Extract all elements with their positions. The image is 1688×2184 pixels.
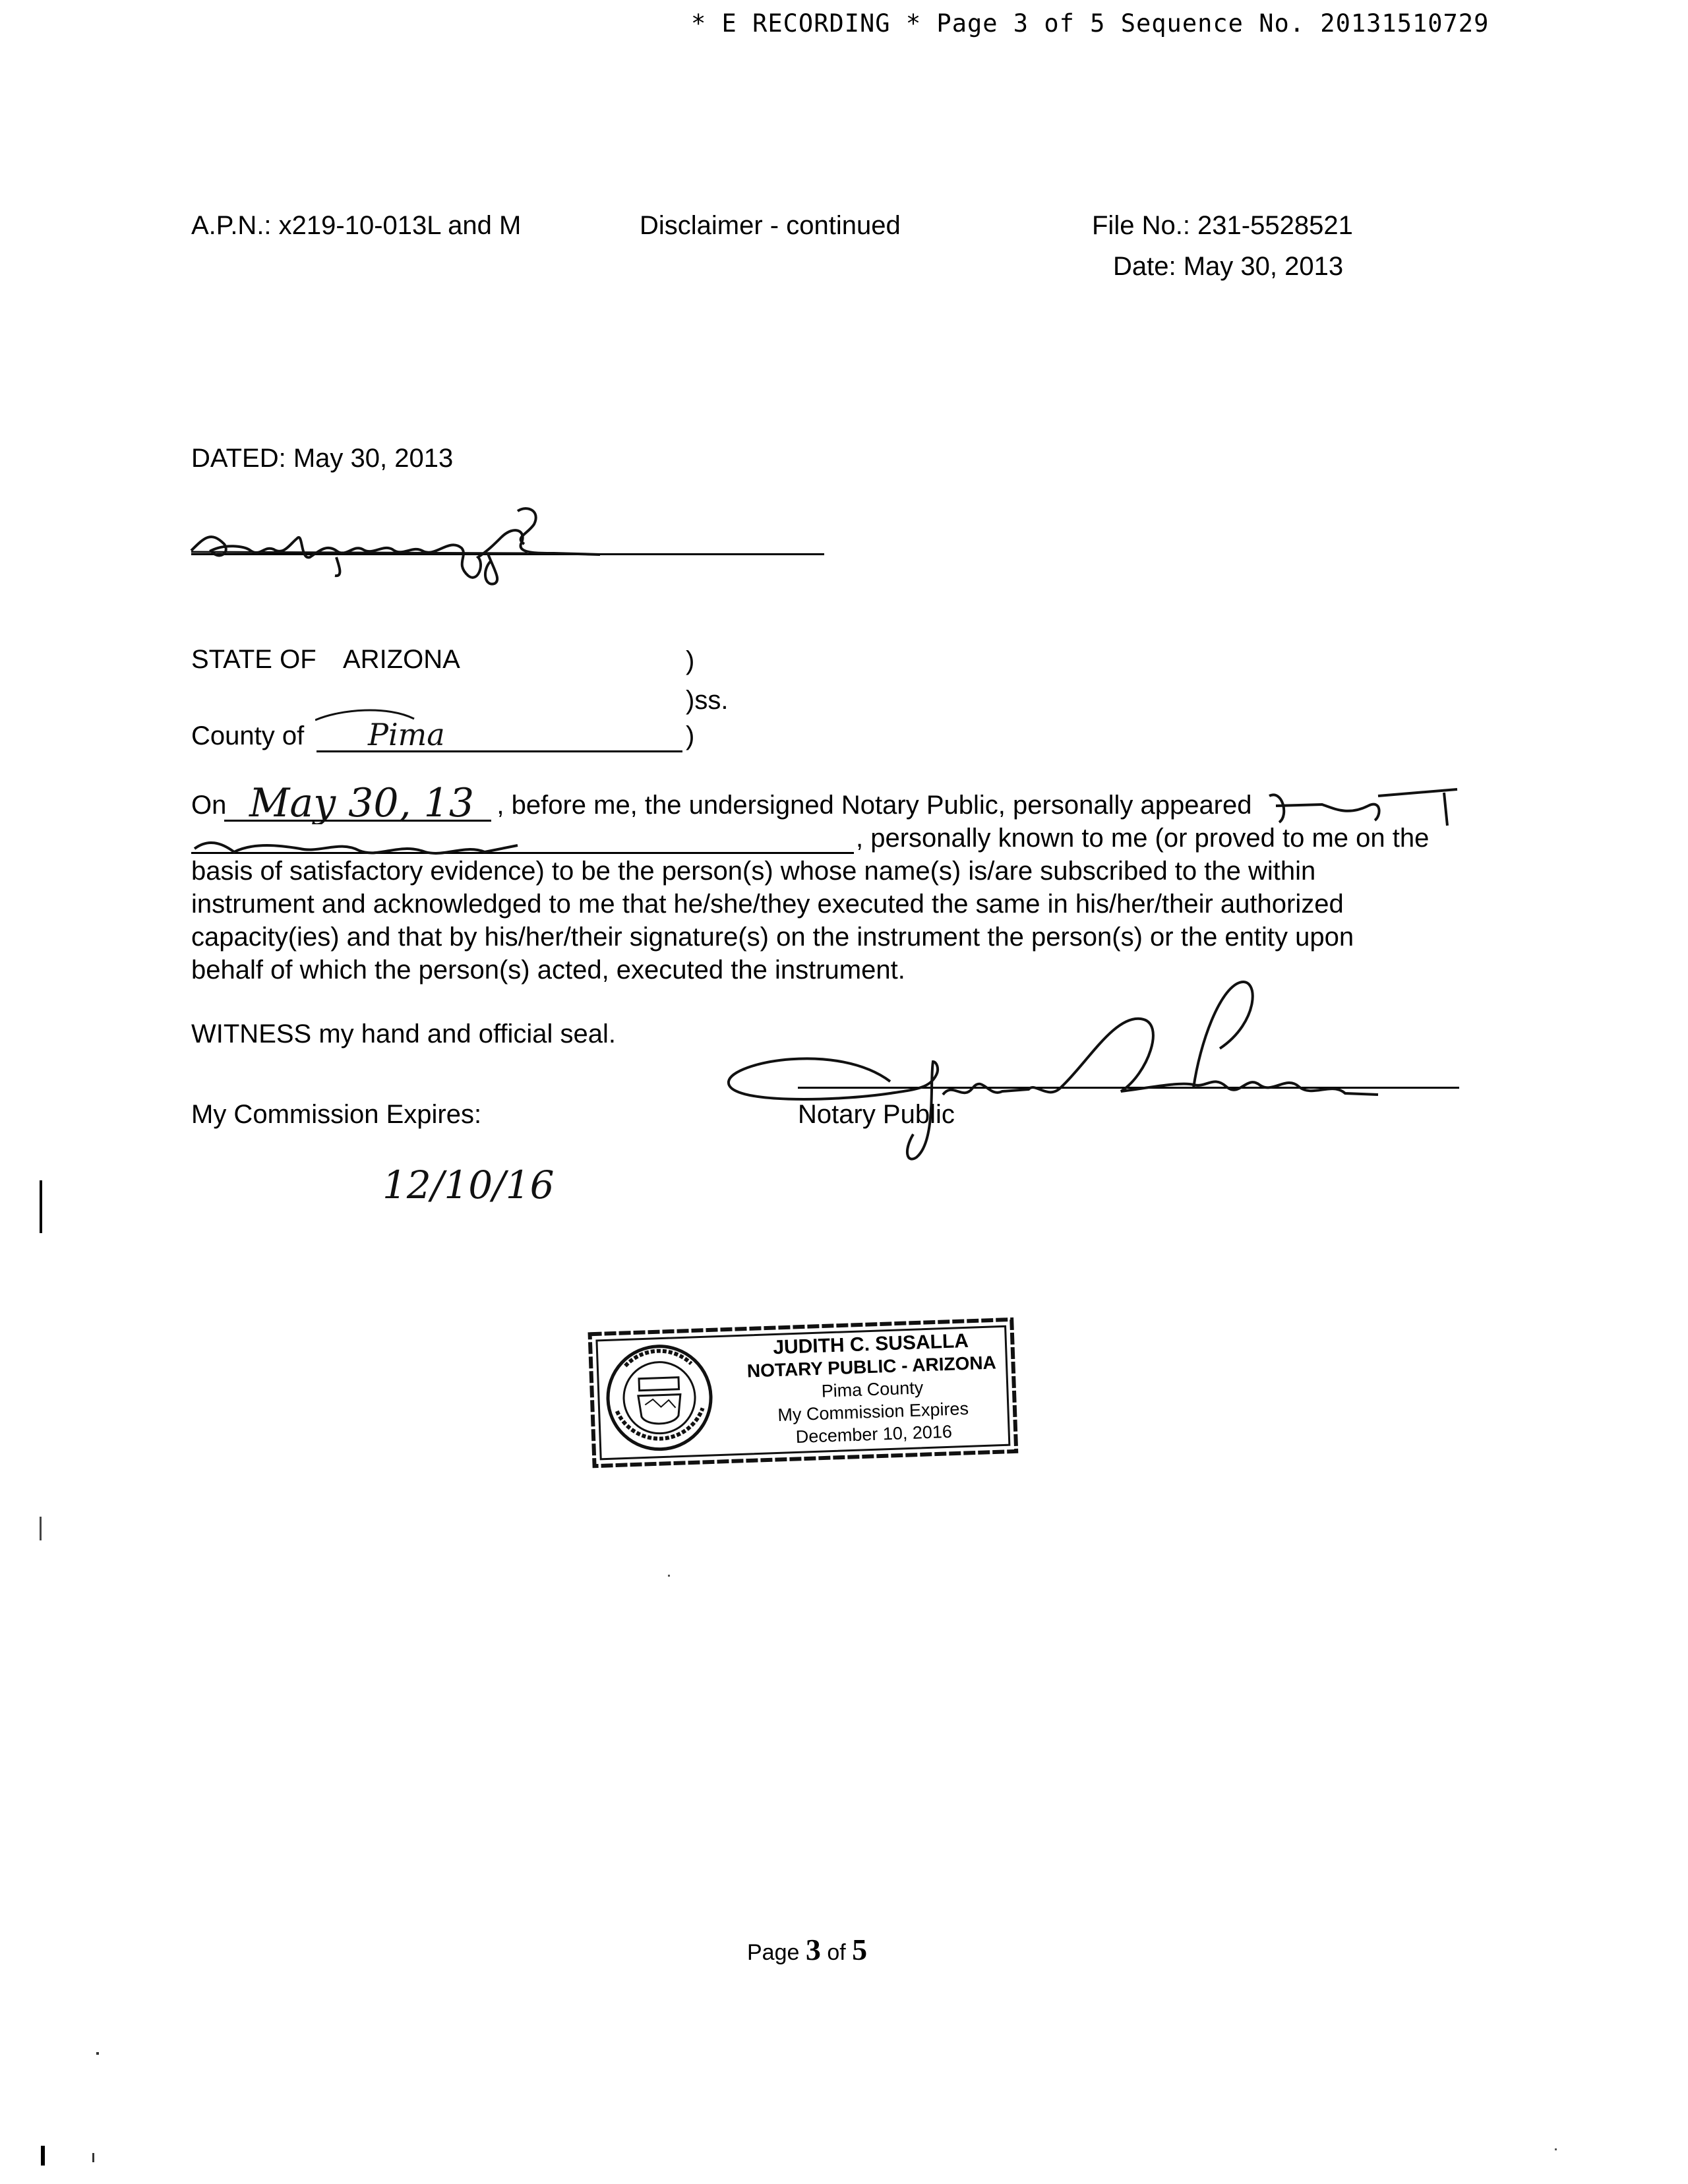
stamp-expires-date: December 10, 2016 (795, 1421, 953, 1447)
ack-line-4: instrument and acknowledged to me that he/she/they executed the same in his/her/their authorized (191, 890, 1344, 919)
stamp-notary-name: JUDITH C. SUSALLA (772, 1329, 969, 1359)
venue-paren-1: ) (686, 646, 695, 675)
commission-expires-label: My Commission Expires: (191, 1100, 482, 1129)
scan-mark (40, 1180, 42, 1233)
ack-line-2-tail: , personally known to me (or proved to me on the (856, 824, 1430, 853)
page-prefix: Page (747, 1940, 800, 1965)
svg-text:Pima: Pima (368, 717, 445, 752)
header-date: Date: May 30, 2013 (1113, 252, 1344, 281)
scan-mark (668, 1575, 670, 1577)
svg-text:12/10/16: 12/10/16 (382, 1163, 555, 1207)
notary-public-label: Notary Public (798, 1100, 955, 1129)
appeared-name-handwriting (188, 779, 1467, 862)
stamp-county: Pima County (821, 1378, 924, 1401)
ack-line-5: capacity(ies) and that by his/her/their signature(s) on the instrument the person(s) or the entity upon (191, 923, 1354, 952)
disclaimer-label: Disclaimer - continued (640, 211, 901, 240)
recording-header: * E RECORDING * Page 3 of 5 Sequence No. 20131510729 (691, 9, 1490, 38)
scan-mark (1555, 2148, 1557, 2150)
page-total: 5 (852, 1933, 868, 1966)
commission-expiry-handwriting (382, 1157, 646, 1217)
apn-label: A.P.N.: x219-10-013L and M (191, 211, 522, 240)
state-seal-icon (606, 1345, 712, 1451)
ack-line-3: basis of satisfactory evidence) to be the person(s) whose name(s) is/are subscribed to the within (191, 857, 1316, 886)
file-number: File No.: 231-5528521 (1092, 211, 1353, 240)
scan-mark (40, 1517, 42, 1540)
page-current: 3 (805, 1933, 821, 1966)
scan-mark (96, 2052, 99, 2055)
state-of-label: STATE OF (191, 645, 316, 674)
page-number (747, 1932, 867, 1967)
ack-on: On (191, 791, 227, 820)
svg-text:May 30, 13: May 30, 13 (249, 780, 475, 824)
stamp-notary-title: NOTARY PUBLIC - ARIZONA (746, 1352, 997, 1381)
stamp-expires-label: My Commission Expires (777, 1398, 969, 1426)
grantor-signature (185, 498, 646, 590)
venue-paren-3: ) (686, 721, 695, 750)
witness-line: WITNESS my hand and official seal. (191, 1019, 616, 1048)
county-of-label: County of (191, 721, 305, 750)
state-name: ARIZONA (343, 645, 460, 674)
county-handwriting (315, 706, 513, 752)
scan-mark (92, 2153, 94, 2162)
page-of: of (827, 1940, 846, 1965)
ack-line-1-mid: , before me, the undersigned Notary Public, personally appeared (497, 791, 1252, 820)
scan-mark (41, 2146, 45, 2166)
notary-signature (719, 976, 1451, 1174)
dated-line: DATED: May 30, 2013 (191, 444, 454, 473)
ack-line-6: behalf of which the person(s) acted, executed the instrument. (191, 956, 905, 985)
venue-ss: )ss. (686, 686, 729, 715)
notary-stamp-text (722, 1328, 1023, 1451)
